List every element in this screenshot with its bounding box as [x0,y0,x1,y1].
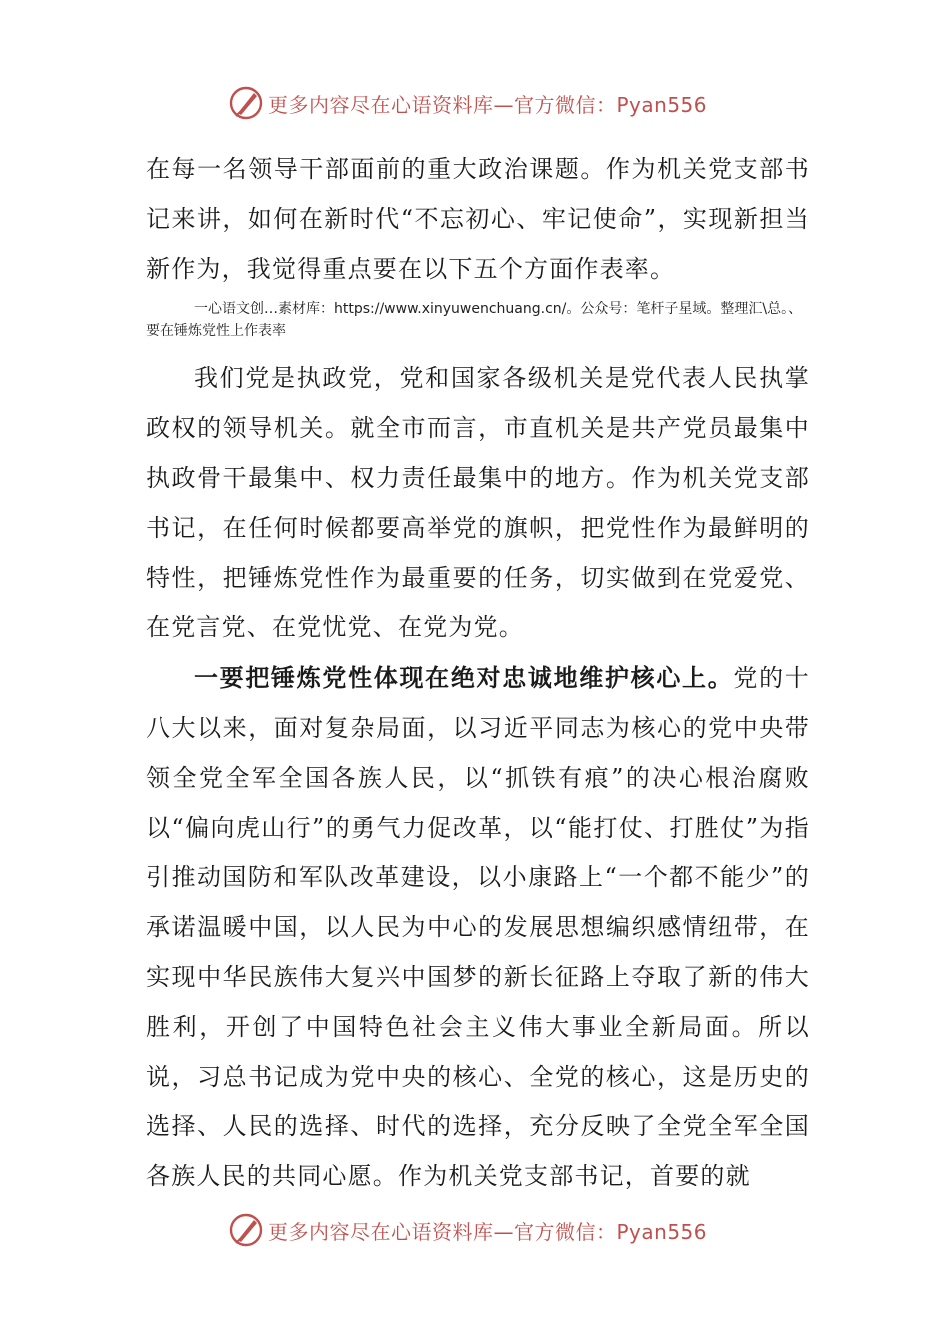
quill-logo-icon [228,1212,264,1248]
header-banner [228,83,748,123]
paragraph-body: 我们党是执政党，党和国家各级机关是党代表人民执掌政权的领导机关。就全市而言，市直机关是共产党员最集中执政骨干最集中、权力责任最集中的地方。作为机关党支部书记，在任何时候都要高举党的旗帜，把党性作为最鲜明的特性，把锤炼党性作为最重要的任务，切实做到在党爱党、在党言党、在党忧党、在党为党。 [146,364,810,642]
document-body [146,145,810,1202]
banner-text: 更多内容尽在心语资料库—官方微信：Pyan556 [268,92,708,117]
point-heading: 一要把锤炼党性体现在绝对忠诚地维护核心上。 [194,663,734,693]
footer-banner [228,1210,748,1250]
paragraph-intro: 在每一名领导干部面前的重大政治课题。作为机关党支部书记来讲，如何在新时代“不忘初心、牢记使命”，实现新担当新作为，我觉得重点要在以下五个方面作表率。 [146,155,810,283]
quill-logo-icon [228,85,264,121]
paragraph-point-one [146,653,810,1202]
banner-text: 更多内容尽在心语资料库—官方微信：Pyan556 [268,1219,708,1244]
source-note: 一心语文创…素材库：https://www.xinyuwenchuang.cn/。公众号：笔杆子星域。整理汇\总。、要在锤炼党性上作表率 [146,301,803,340]
point-text: 党的十八大以来，面对复杂局面，以习近平同志为核心的党中央带领全党全军全国各族人民，以“抓铁有痕”的决心根治腐败以“偏向虎山行”的勇气力促改革，以“能打仗、打胜仗”为指引推动国防和军队改革建设，以小康路上“一个都不能少”的承诺温暖中国，以人民为中心的发展思想编织感情纽带，在实现中华民族伟大复兴中国梦的新长征路上夺取了新的伟大胜利，开创了中国特色社会主义伟大事业全新局面。所以说，习总书记成为党中央的核心、全党的核心，这是历史的选择、人民的选择、时代的选择，充分反映了全党全军全国各族人民的共同心愿。作为机关党支部书记，首要的就 [146,664,810,1191]
